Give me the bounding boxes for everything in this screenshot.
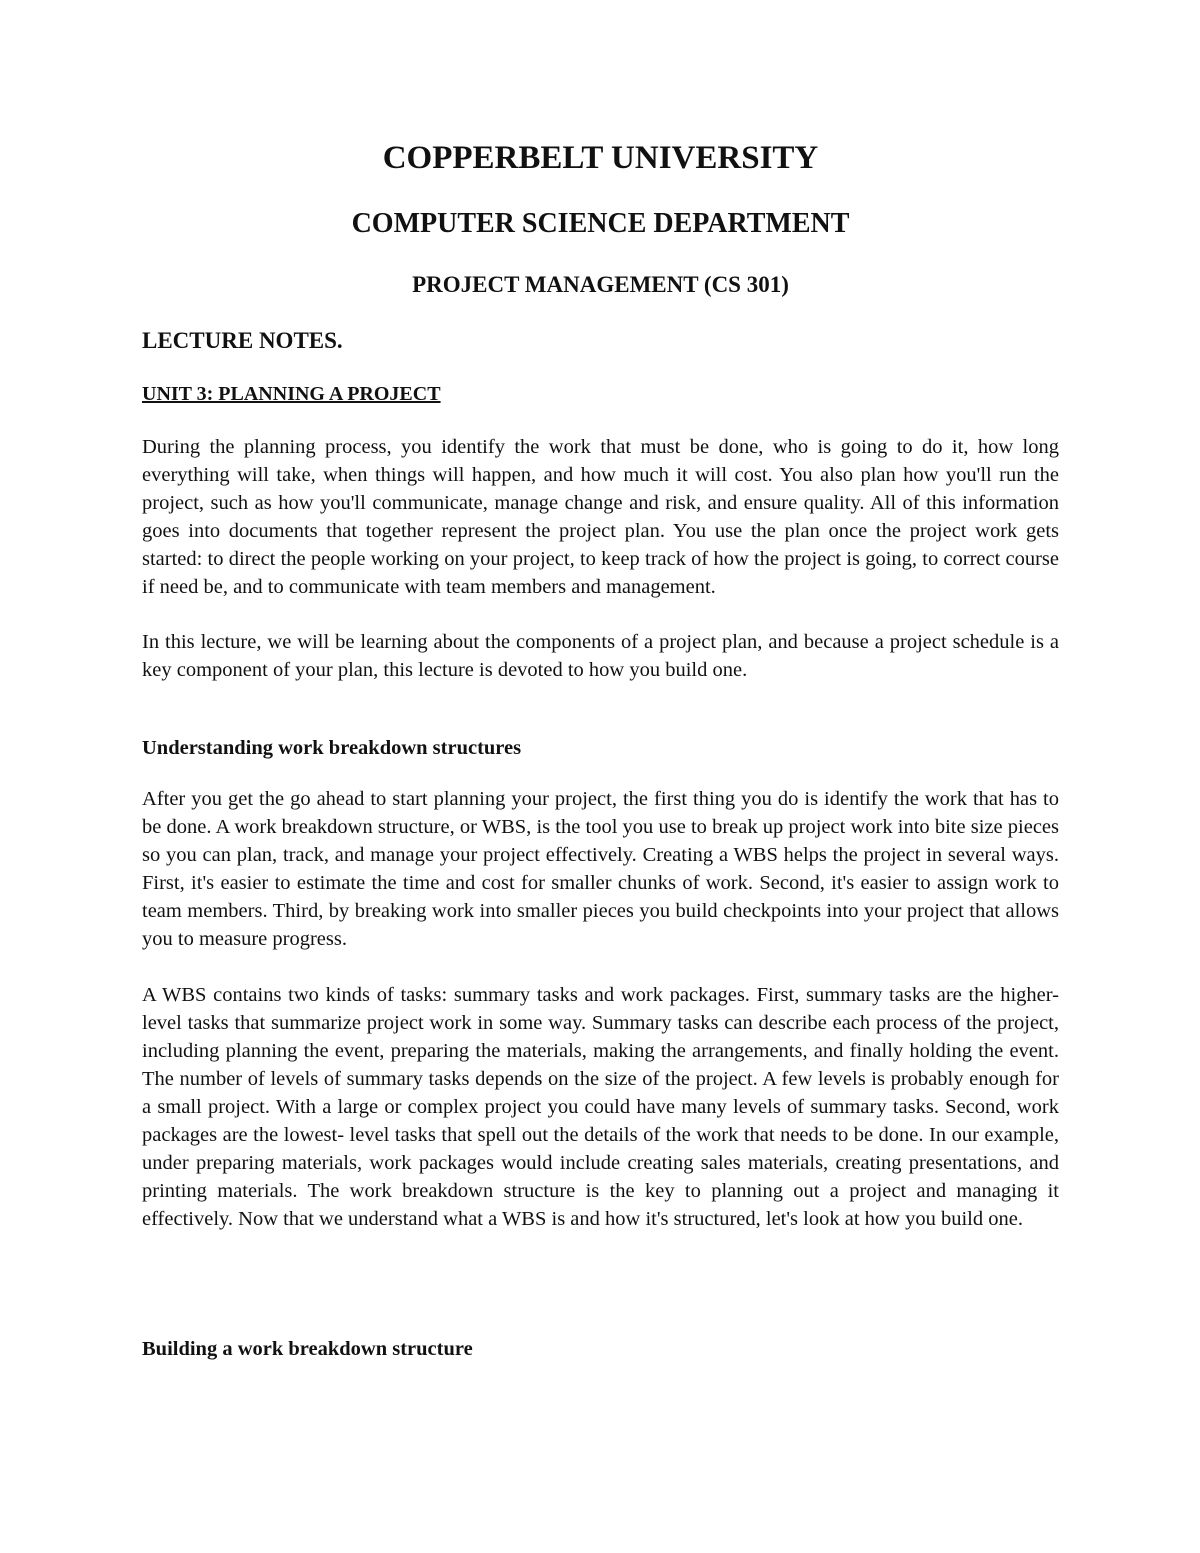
- document-type-label: LECTURE NOTES.: [142, 328, 343, 353]
- wbs-paragraph-1: After you get the go ahead to start planning your project, the first thing you do is identify the work that has to be done. A work breakdown structure, or WBS, is the tool you use to break up project work into bite size pieces so you can plan, track, and manage your project effectively. Creating a WBS helps the project in several ways. First, it's easier to estimate the time and cost for smaller chunks of work. Second, it's easier to assign work to team members. Third, by breaking work into smaller pieces you build checkpoints into your project that allows you to measure progress.: [142, 788, 1059, 950]
- section-heading-building-wbs: Building a work breakdown structure: [142, 1338, 473, 1360]
- course-title: PROJECT MANAGEMENT (CS 301): [412, 272, 789, 297]
- wbs-paragraph-2: A WBS contains two kinds of tasks: summary tasks and work packages. First, summary tasks are the higher-level tasks that summarize project work in some way. Summary tasks can describe each process of the project, including planning the event, preparing the materials, making the arrangements, and finally holding the event. The number of levels of summary tasks depends on the size of the project. A few levels is probably enough for a small project. With a large or complex project you could have many levels of summary tasks. Second, work packages are the lowest- level tasks that spell out the details of the work that needs to be done. In our example, under preparing materials, work packages would include creating sales materials, creating presentations, and printing materials. The work breakdown structure is the key to planning out a project and managing it effectively. Now that we understand what a WBS is and how it's structured, let's look at how you build one.: [142, 984, 1059, 1230]
- department-title: COMPUTER SCIENCE DEPARTMENT: [351, 208, 850, 239]
- section-heading-understanding-wbs: Understanding work breakdown structures: [142, 737, 522, 759]
- university-title: COPPERBELT UNIVERSITY: [382, 140, 819, 176]
- intro-paragraph-1: During the planning process, you identify the work that must be done, who is going to do it, how long everything will take, when things will happen, and how much it will cost. You also plan how you'll run the project, such as how you'll communicate, manage change and risk, and ensure quality. All of this information goes into documents that together represent the project plan. You use the plan once the project work gets started: to direct the people working on your project, to keep track of how the project is going, to correct course if need be, and to communicate with team members and management.: [142, 436, 1059, 598]
- intro-paragraph-2: In this lecture, we will be learning about the components of a project plan, and because a project schedule is a key component of your plan, this lecture is devoted to how you build one.: [142, 631, 1059, 681]
- unit-heading: UNIT 3: PLANNING A PROJECT: [142, 383, 441, 405]
